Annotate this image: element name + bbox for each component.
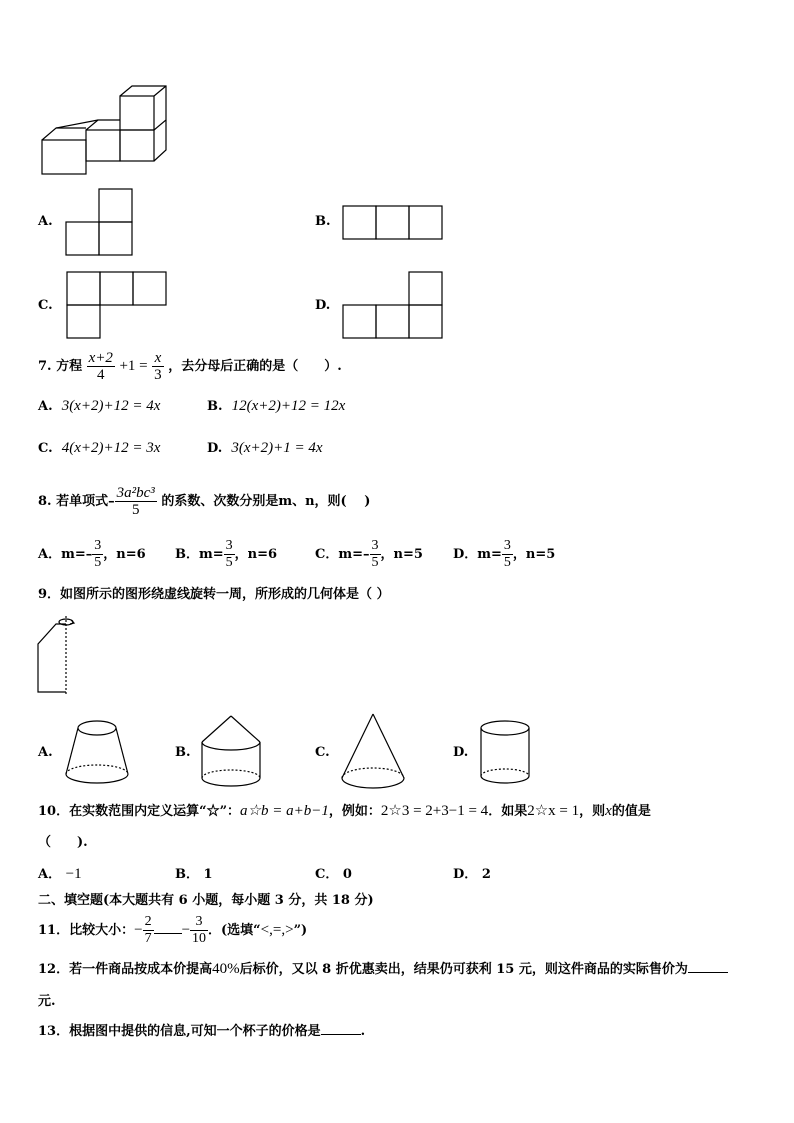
q8-fraction: $\frac{\text{3a²bc³}}{5}$ <box>116 485 155 518</box>
frustum-icon[interactable] <box>64 718 130 788</box>
q10-stem-line2: （ ). <box>38 835 88 850</box>
q8-stem: 8. 若单项式– $\frac{\text{3a²bc³}}{5}$ 的系数、次数分别是m、n，则( ) <box>38 485 371 518</box>
q10-option-b[interactable]: B． 1 <box>175 867 213 882</box>
cone-icon[interactable] <box>340 712 406 792</box>
q7-option-c[interactable]: C. 4(x+2)+12 = 3x <box>38 440 161 456</box>
q11-stem: 11．比较大小：− $\frac{2}{7}$ − $\frac{3}{10}$ ．(选填“<,=,>”) <box>38 914 308 946</box>
q6-option-c-label[interactable]: C. <box>38 298 53 313</box>
q9-option-c-label[interactable]: C. <box>315 745 330 760</box>
q7-stem: 7. 方程 $\frac{x+2}{4}$ +1 = $\frac{x}{3}$ ，去分母后正确的是（ ）. <box>38 350 342 383</box>
q13-answer-blank[interactable] <box>321 1034 361 1035</box>
q9-option-b-label[interactable]: B. <box>175 745 191 760</box>
q10-option-d[interactable]: D． 2 <box>453 867 491 882</box>
q10-option-a[interactable]: A． −1 <box>38 866 82 882</box>
cube-stack-figure <box>40 84 170 174</box>
q7-option-a[interactable]: A. 3(x+2)+12 = 4x <box>38 398 161 414</box>
q12-stem: 12．若一件商品按成本价提高40%后标价，又以 8 折优惠卖出，结果仍可获利 15 元，则这件商品的实际售价为 <box>38 958 728 978</box>
rotation-shape-figure <box>36 612 81 694</box>
q10-stem: 10．在实数范围内定义运算“☆”：a☆b = a+b−1，例如：2☆3 = 2+3−1 = 4．如果2☆x = 1，则x的值是 <box>38 803 651 819</box>
q6-option-c-view[interactable] <box>66 271 167 339</box>
q10-option-c[interactable]: C． 0 <box>315 867 352 882</box>
q7-option-b[interactable]: B. 12(x+2)+12 = 12x <box>207 398 346 414</box>
q6-option-b-view[interactable] <box>342 205 443 240</box>
q6-option-b-label[interactable]: B. <box>315 214 331 229</box>
q6-option-d-label[interactable]: D. <box>315 298 331 313</box>
q9-option-d-label[interactable]: D. <box>453 745 469 760</box>
q7-option-d[interactable]: D. 3(x+2)+1 = 4x <box>207 440 323 456</box>
q11-answer-blank[interactable] <box>154 933 182 934</box>
q8-option-d[interactable]: D．m= $\frac{3}{5}$ ，n=5 <box>453 538 556 570</box>
q8-option-c[interactable]: C．m=– $\frac{3}{5}$ ，n=5 <box>315 538 423 570</box>
q7-fraction-1: $\frac{x+2}{4}$ <box>88 350 113 383</box>
q8-option-b[interactable]: B．m= $\frac{3}{5}$ ，n=6 <box>175 538 278 570</box>
q8-option-a[interactable]: A．m=– $\frac{3}{5}$ ，n=6 <box>38 538 146 570</box>
cylinder-icon[interactable] <box>478 718 532 788</box>
q9-stem: 9．如图所示的图形绕虚线旋转一周，所形成的几何体是（ ） <box>38 587 390 602</box>
cone-on-cylinder-icon[interactable] <box>200 712 262 788</box>
q12-stem-line2: 元. <box>38 994 56 1009</box>
q9-option-a-label[interactable]: A. <box>38 745 53 760</box>
section-heading: 二、填空题(本大题共有 6 小题，每小题 3 分，共 18 分) <box>38 893 374 908</box>
q6-option-a-view[interactable] <box>66 188 134 256</box>
q13-stem: 13．根据图中提供的信息,可知一个杯子的价格是 . <box>38 1024 366 1039</box>
q6-option-a-label[interactable]: A. <box>38 214 53 229</box>
q6-option-d-view[interactable] <box>342 271 443 339</box>
q7-fraction-2: $\frac{x}{3}$ <box>154 350 162 383</box>
q12-answer-blank[interactable] <box>688 972 728 973</box>
